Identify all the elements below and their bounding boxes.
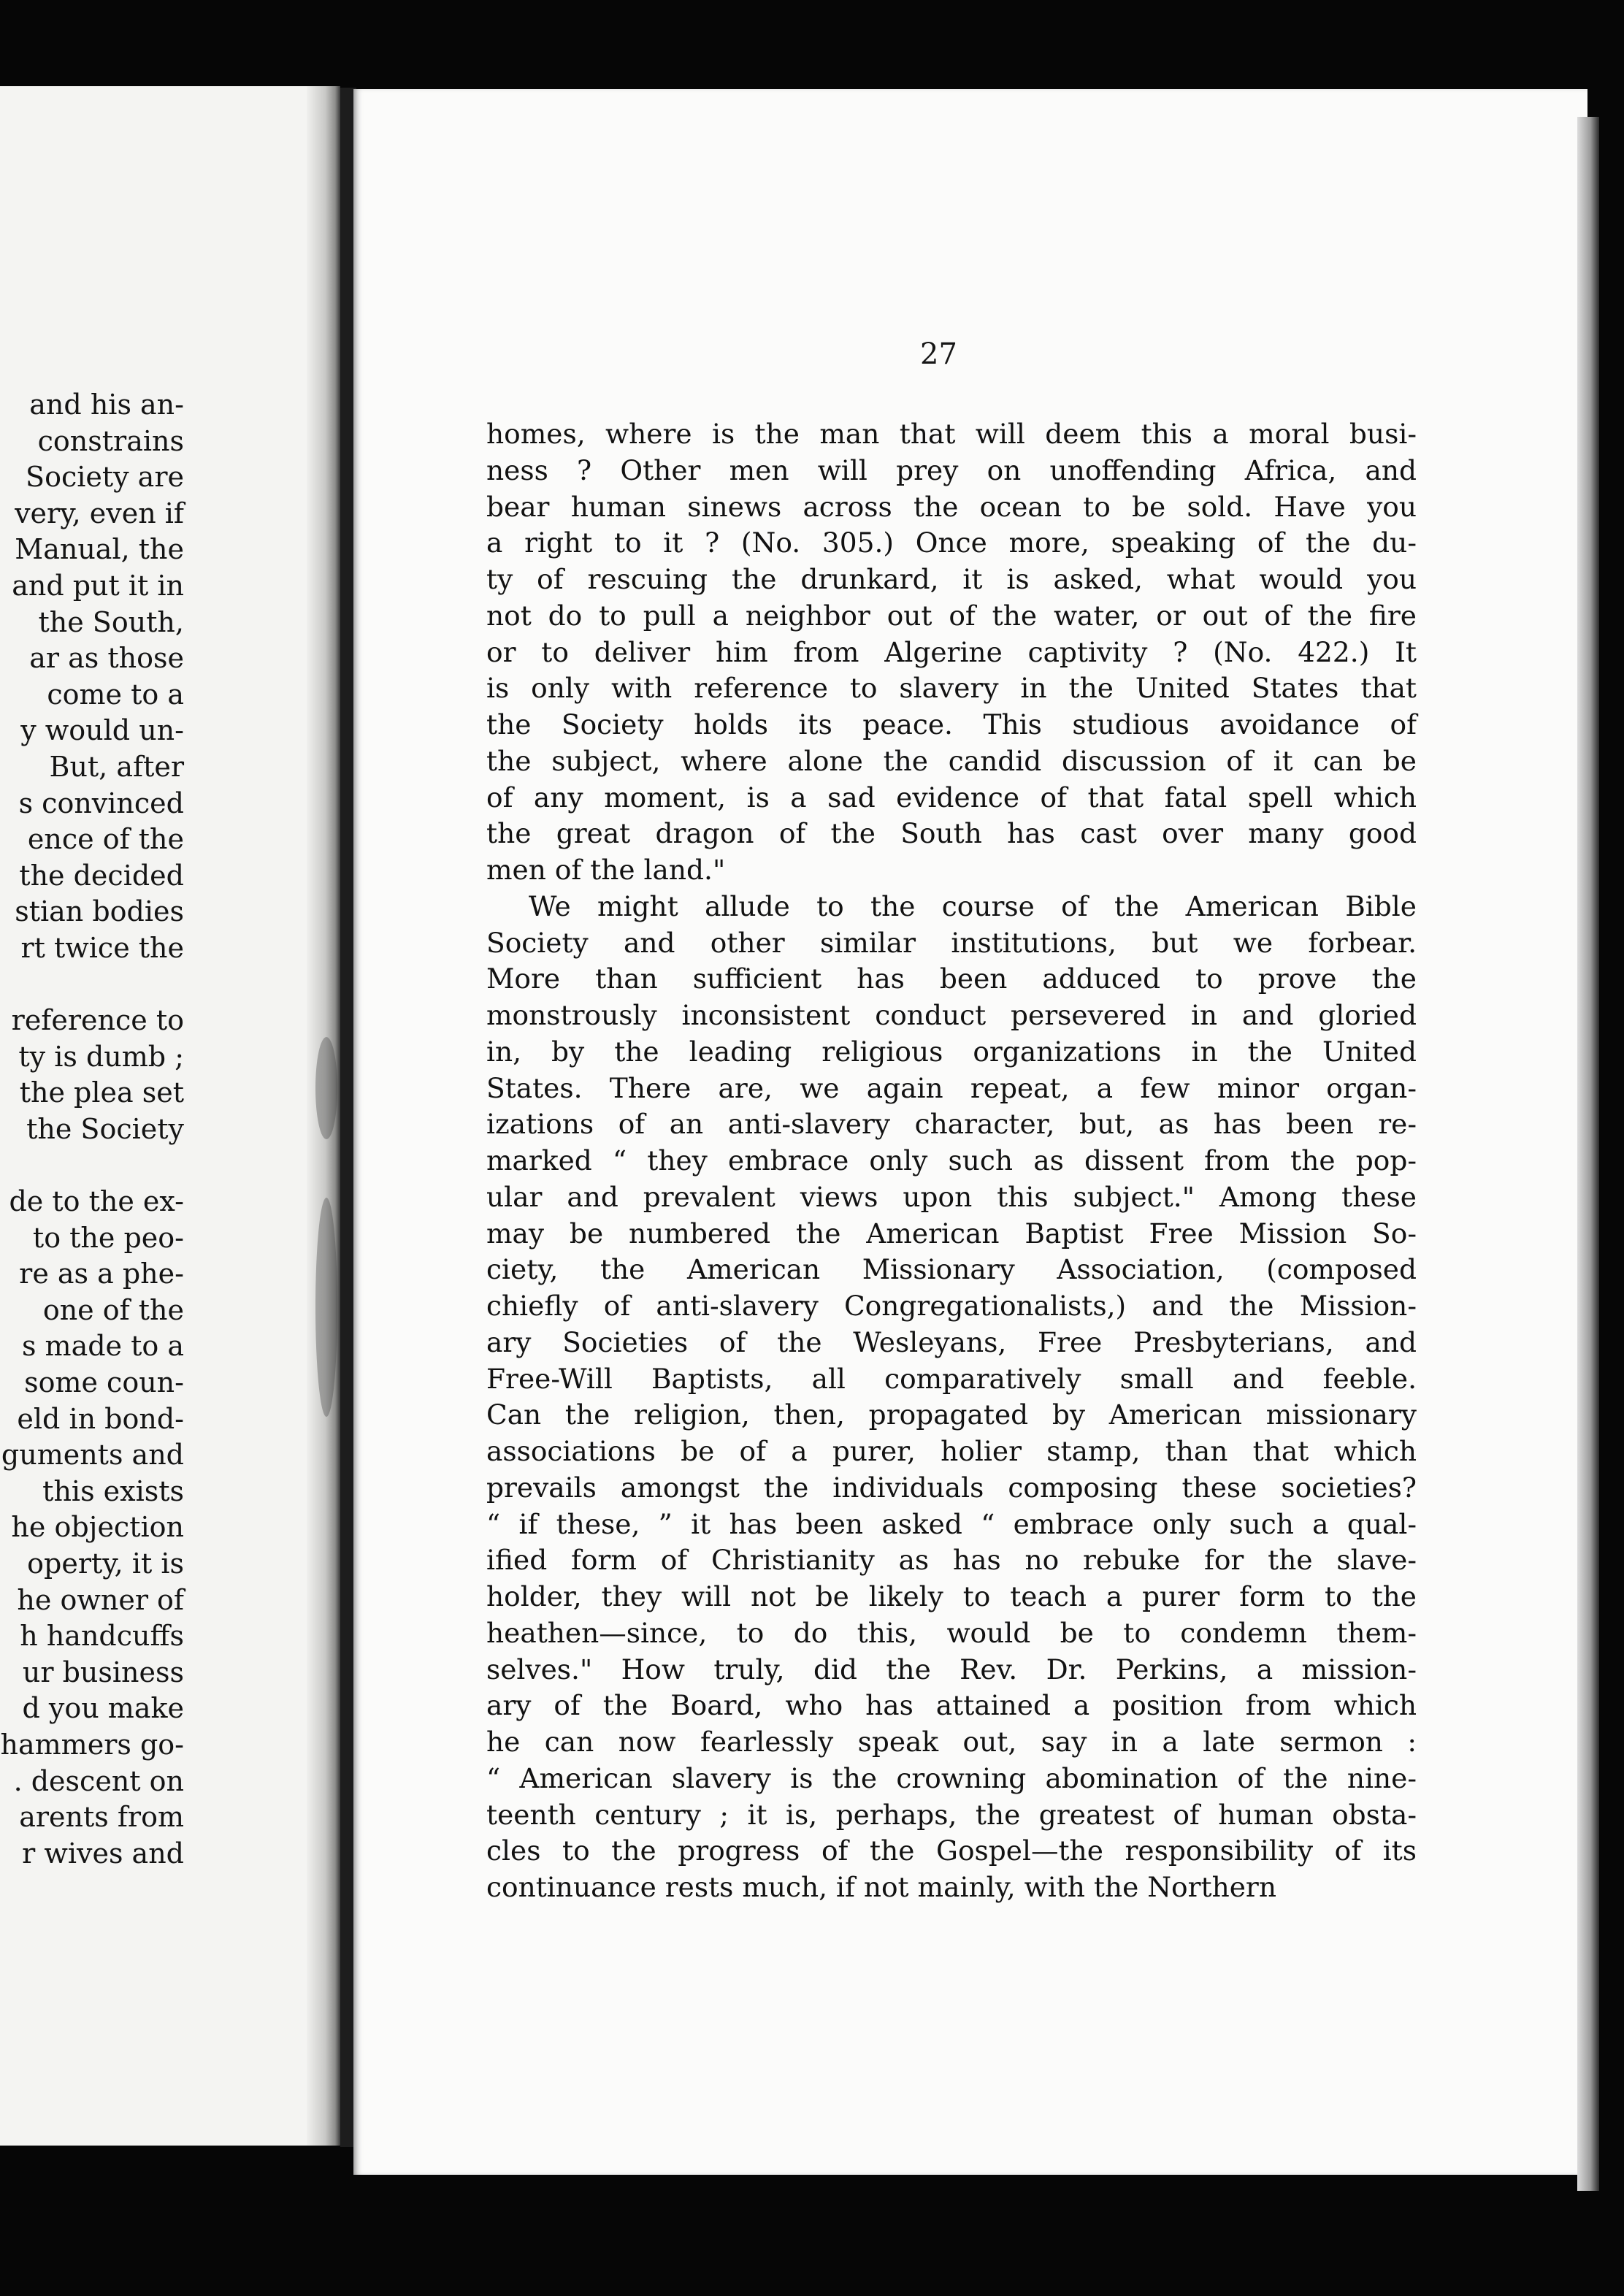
facing-text-line: constrains bbox=[37, 424, 184, 457]
facing-text-line: to the peo- bbox=[32, 1221, 184, 1254]
facing-text-line: stian bodies bbox=[15, 895, 184, 928]
text-line: ified form of Christianity as has no rebuke for the slave- bbox=[486, 1544, 1417, 1577]
text-line: or to deliver him from Algerine captivity ? (No. 422.) It bbox=[486, 635, 1417, 668]
facing-text-line: ur business bbox=[22, 1656, 184, 1688]
facing-text-line: rt twice the bbox=[20, 931, 184, 964]
facing-text-line: re as a phe- bbox=[19, 1258, 184, 1290]
facing-text-line: he owner of bbox=[17, 1583, 184, 1616]
facing-text-line: the plea set bbox=[19, 1076, 184, 1109]
text-line: ness ? Other men will prey on unoffending Africa, and bbox=[486, 454, 1417, 486]
facing-text-line: eld in bond- bbox=[17, 1402, 184, 1435]
text-line: ciety, the American Missionary Association, (composed bbox=[486, 1253, 1417, 1286]
facing-text-line: ty is dumb ; bbox=[18, 1040, 184, 1073]
facing-text-line: the Society bbox=[26, 1112, 184, 1145]
facing-text-line: de to the ex- bbox=[9, 1185, 184, 1218]
text-line: men of the land." bbox=[486, 854, 726, 886]
text-line: marked “ they embrace only such as dissent from the pop- bbox=[486, 1144, 1417, 1176]
gutter-smudge bbox=[315, 1198, 337, 1417]
text-line: associations be of a purer, holier stamp, than that which bbox=[486, 1435, 1417, 1467]
facing-text-line: d you make bbox=[22, 1692, 184, 1725]
text-line: the great dragon of the South has cast over many good bbox=[486, 817, 1417, 850]
facing-text-line: and put it in bbox=[12, 569, 184, 602]
text-line: a right to it ? (No. 305.) Once more, speaking of the du- bbox=[486, 527, 1417, 559]
facing-text-line: h handcuffs bbox=[20, 1620, 184, 1653]
facing-text-line: he objection bbox=[11, 1511, 184, 1544]
text-line: “ if these, ” it has been asked “ embrace only such a qual- bbox=[486, 1507, 1417, 1540]
facing-text-line: Manual, the bbox=[15, 533, 184, 566]
facing-text-line: r wives and bbox=[22, 1837, 184, 1870]
text-line: cles to the progress of the Gospel—the responsibility of its bbox=[486, 1834, 1417, 1867]
text-line: We might allude to the course of the American Bible bbox=[529, 889, 1417, 922]
text-line: not do to pull a neighbor out of the water, or out of the fire bbox=[486, 599, 1417, 632]
facing-text-line: hammers go- bbox=[0, 1728, 184, 1761]
text-line: chiefly of anti-slavery Congregationalists,) and the Mission- bbox=[486, 1290, 1417, 1322]
facing-text-line: ar as those bbox=[29, 642, 184, 675]
text-line: may be numbered the American Baptist Free Mission So- bbox=[486, 1217, 1417, 1250]
text-line: continuance rests much, if not mainly, with the Northern bbox=[486, 1871, 1277, 1903]
facing-text-line: the South, bbox=[38, 605, 184, 638]
text-line: ular and prevalent views upon this subject." Among these bbox=[486, 1180, 1417, 1213]
page-edge-shadow bbox=[1577, 117, 1599, 2191]
facing-text-line: arents from bbox=[19, 1801, 184, 1834]
text-line: monstrously inconsistent conduct persevered in and gloried bbox=[486, 999, 1417, 1031]
facing-page bbox=[0, 86, 340, 2146]
gutter-smudge bbox=[315, 1037, 337, 1139]
facing-text-line: y would un- bbox=[20, 714, 184, 747]
text-line: the Society holds its peace. This studious avoidance of bbox=[486, 708, 1417, 741]
facing-text-line: one of the bbox=[42, 1293, 184, 1326]
facing-text-line: s made to a bbox=[21, 1330, 184, 1363]
facing-text-line: But, after bbox=[49, 750, 184, 783]
text-line: heathen—since, to do this, would be to condemn them- bbox=[486, 1616, 1417, 1649]
text-line: prevails amongst the individuals composing these societies? bbox=[486, 1471, 1417, 1504]
facing-text-line: s convinced bbox=[18, 787, 184, 819]
text-line: is only with reference to slavery in the United States that bbox=[486, 672, 1417, 705]
text-line: of any moment, is a sad evidence of that fatal spell which bbox=[486, 781, 1417, 814]
text-line: the subject, where alone the candid discussion of it can be bbox=[486, 744, 1417, 777]
facing-text-line: . descent on bbox=[13, 1764, 184, 1797]
facing-text-line: come to a bbox=[47, 678, 184, 711]
text-line: ary of the Board, who has attained a position from which bbox=[486, 1689, 1417, 1722]
facing-text-line: very, even if bbox=[15, 497, 184, 529]
facing-text-line: some coun- bbox=[24, 1366, 184, 1399]
page-number: 27 bbox=[920, 337, 957, 371]
text-line: teenth century ; it is, perhaps, the greatest of human obsta- bbox=[486, 1798, 1417, 1831]
text-line: Can the religion, then, propagated by American missionary bbox=[486, 1398, 1417, 1431]
text-line: izations of an anti-slavery character, but, as has been re- bbox=[486, 1108, 1417, 1141]
text-line: holder, they will not be likely to teach a purer form to the bbox=[486, 1580, 1417, 1612]
text-line: Society and other similar institutions, but we forbear. bbox=[486, 926, 1417, 959]
facing-text-line: guments and bbox=[1, 1439, 184, 1472]
text-line: bear human sinews across the ocean to be sold. Have you bbox=[486, 490, 1417, 523]
facing-text-line: and his an- bbox=[29, 389, 184, 421]
facing-text-line: operty, it is bbox=[27, 1547, 184, 1580]
facing-text-line bbox=[0, 1147, 184, 1184]
facing-text-line: this exists bbox=[42, 1474, 184, 1507]
page-body-text bbox=[486, 416, 1417, 1906]
text-line: selves." How truly, did the Rev. Dr. Perkins, a mission- bbox=[486, 1653, 1417, 1685]
facing-text-line: Society are bbox=[26, 461, 184, 494]
text-line: ty of rescuing the drunkard, it is asked, what would you bbox=[486, 563, 1417, 595]
facing-text-line: reference to bbox=[11, 1004, 184, 1037]
facing-page-text bbox=[0, 387, 184, 1872]
facing-text-line: ence of the bbox=[27, 823, 184, 856]
text-line: in, by the leading religious organizations in the United bbox=[486, 1035, 1417, 1068]
text-line: States. There are, we again repeat, a few minor organ- bbox=[486, 1071, 1417, 1104]
facing-text-line: the decided bbox=[19, 859, 184, 892]
text-line: “ American slavery is the crowning abomination of the nine- bbox=[486, 1761, 1417, 1794]
text-line: ary Societies of the Wesleyans, Free Presbyterians, and bbox=[486, 1325, 1417, 1358]
text-line: homes, where is the man that will deem this a moral busi- bbox=[486, 418, 1417, 450]
text-line: he can now fearlessly speak out, say in a late sermon : bbox=[486, 1726, 1417, 1758]
text-line: Free-Will Baptists, all comparatively small and feeble. bbox=[486, 1362, 1417, 1395]
facing-text-line bbox=[0, 967, 184, 1003]
text-line: More than sufficient has been adduced to prove the bbox=[486, 963, 1417, 995]
